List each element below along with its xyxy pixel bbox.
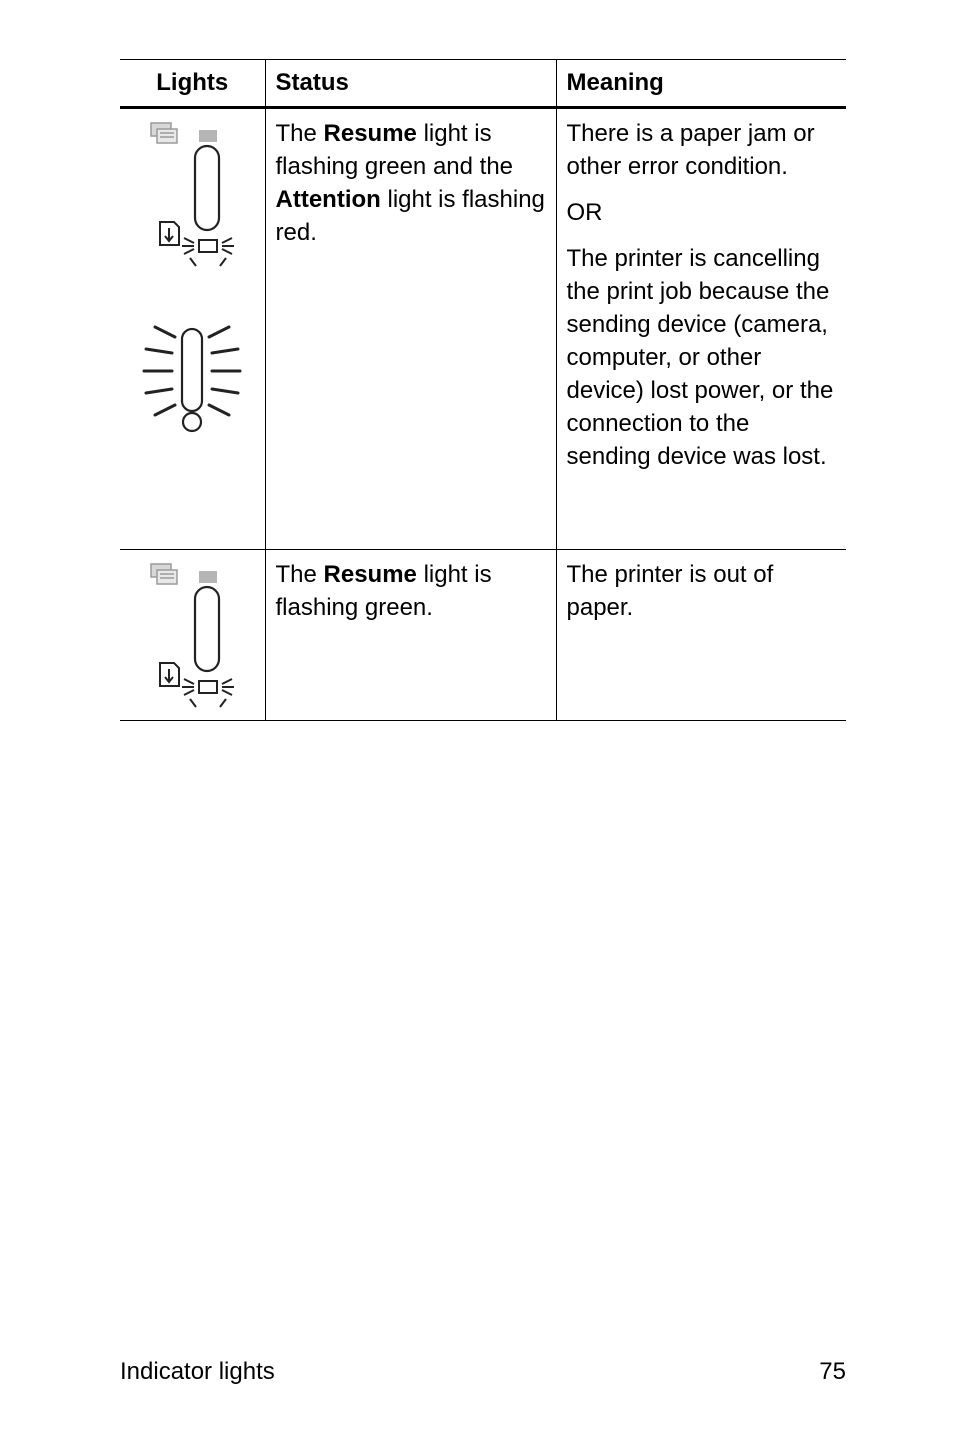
attention-light-label: Attention	[275, 186, 381, 213]
resume-light-rays-icon	[182, 238, 234, 266]
lights-cell	[120, 550, 265, 721]
meaning-text: There is a paper jam or other error condition.	[566, 120, 815, 180]
resume-light-flashing-green-icon	[120, 109, 265, 549]
resume-light-label: Resume	[323, 561, 417, 588]
meaning-or-text: OR	[566, 199, 603, 226]
footer-page-number: 75	[819, 1358, 846, 1385]
status-text	[276, 117, 550, 249]
status-text-part: light is flashing green and the	[275, 120, 514, 180]
resume-button-outline	[195, 146, 219, 230]
status-text-part: light is flashing green.	[275, 561, 492, 621]
table-row	[120, 550, 846, 721]
resume-light-flashing-green-icon	[120, 550, 265, 720]
resume-document-icon	[160, 222, 179, 245]
footer-section-title: Indicator lights	[120, 1358, 275, 1385]
meaning-cell	[556, 550, 846, 721]
status-text-part: The	[275, 561, 324, 588]
resume-light-label: Resume	[323, 120, 417, 147]
meaning-cell	[556, 108, 846, 550]
status-cell	[265, 550, 556, 721]
meaning-text: The printer is out of paper.	[566, 561, 774, 621]
meaning-text: The printer is cancelling the print job because the sending device (camera, computer, or other device) lost power, or the connection to the sending device was lost.	[566, 245, 834, 470]
table-header-row	[120, 60, 846, 108]
resume-document-icon	[160, 663, 179, 686]
status-column-header: Status	[265, 60, 556, 108]
status-text-part: The	[275, 120, 324, 147]
lights-cell	[120, 108, 265, 550]
resume-light-rays-icon	[182, 679, 234, 707]
photo-print-icon	[151, 564, 177, 584]
resume-button-outline	[195, 587, 219, 671]
photo-print-icon	[151, 123, 177, 143]
indicator-square-icon	[199, 571, 217, 583]
indicator-lights-table	[120, 59, 846, 721]
table-row	[120, 108, 846, 550]
status-cell	[265, 108, 556, 550]
status-text	[276, 558, 550, 624]
status-text-part: light is flashing red.	[275, 186, 545, 246]
meaning-column-header: Meaning	[556, 60, 846, 108]
lights-column-header: Lights	[120, 60, 265, 108]
indicator-lights-table-wrap	[120, 59, 846, 721]
attention-light-flashing-red-icon	[144, 327, 240, 431]
indicator-square-icon	[199, 130, 217, 142]
